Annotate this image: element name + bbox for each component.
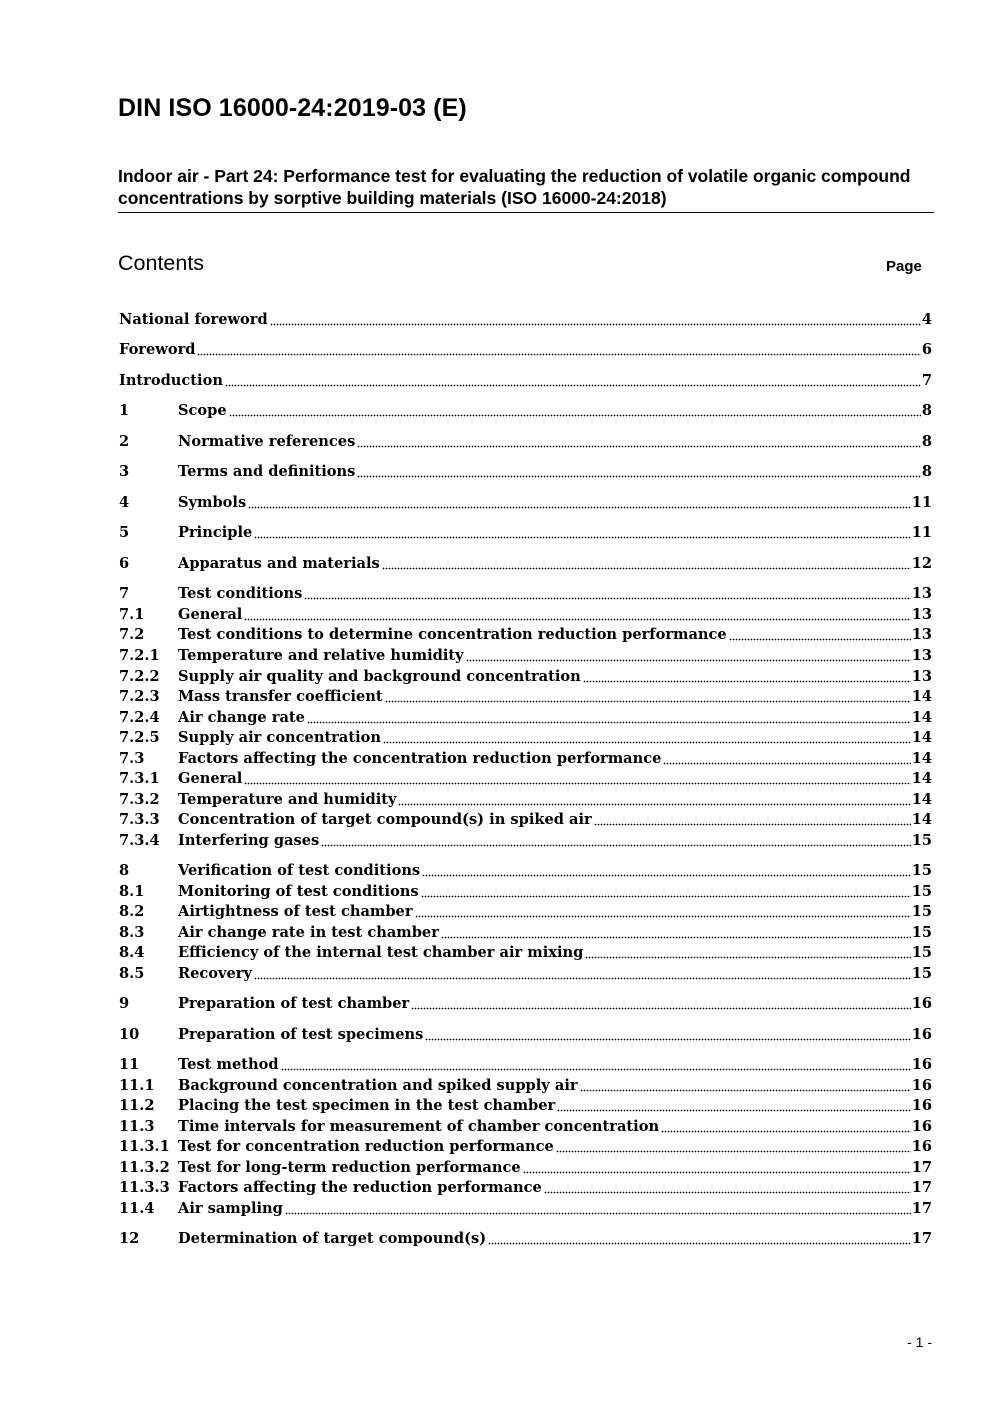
toc-entry-label: Air sampling: [178, 1200, 283, 1217]
toc-entry-number: 5: [119, 524, 130, 541]
toc-entry[interactable]: [119, 769, 932, 789]
toc-entry-page: 12: [911, 555, 932, 572]
toc-entry-page: 7: [921, 372, 932, 389]
toc-entry-label: Preparation of test specimens: [178, 1026, 424, 1043]
toc-dot-leader: [382, 556, 911, 570]
document-subtitle: Indoor air - Part 24: Performance test for evaluating the reduction of volatile organic compound concentrations by sorptive building materials (ISO 16000-24:2018): [118, 165, 934, 213]
toc-entry-label: Normative references: [178, 433, 356, 450]
toc-entry-page: 14: [911, 688, 932, 705]
toc-entry[interactable]: [119, 371, 932, 391]
toc-entry-label: Background concentration and spiked supply air: [178, 1077, 578, 1094]
toc-entry[interactable]: [119, 728, 932, 748]
toc-entry-page: 14: [911, 709, 932, 726]
toc-entry-label: Determination of target compound(s): [178, 1230, 487, 1247]
toc-entry[interactable]: [119, 1025, 932, 1045]
toc-entry-page: 8: [921, 433, 932, 450]
toc-entry-label: Placing the test specimen in the test chamber: [178, 1097, 556, 1114]
toc-dot-leader: [585, 945, 910, 959]
toc-entry-number: 7.3.3: [119, 811, 160, 828]
toc-entry-label: Factors affecting the reduction performance: [178, 1179, 542, 1196]
toc-entry-page: 16: [911, 1026, 932, 1043]
toc-entry-number: 8.2: [119, 903, 145, 920]
toc-entry[interactable]: [119, 1229, 932, 1249]
toc-dot-leader: [197, 342, 920, 356]
toc-dot-leader: [556, 1139, 911, 1153]
toc-entry-number: 3: [119, 463, 130, 480]
toc-dot-leader: [544, 1180, 911, 1194]
toc-entry[interactable]: [119, 1137, 932, 1157]
toc-dot-leader: [285, 1201, 911, 1215]
toc-entry-page: 14: [911, 729, 932, 746]
toc-entry-page: 17: [911, 1179, 932, 1196]
toc-dot-leader: [307, 710, 911, 724]
toc-entry-page: 15: [911, 965, 932, 982]
toc-entry[interactable]: [119, 994, 932, 1014]
toc-entry-label: Supply air concentration: [178, 729, 381, 746]
toc-dot-leader: [398, 792, 910, 806]
toc-entry-label: National foreword: [119, 311, 268, 328]
toc-entry[interactable]: [119, 1096, 932, 1116]
toc-entry[interactable]: [119, 605, 932, 625]
toc-entry-page: 14: [911, 811, 932, 828]
toc-entry-label: Preparation of test chamber: [178, 995, 410, 1012]
toc-entry-number: 7: [119, 585, 130, 602]
toc-dot-leader: [304, 586, 910, 600]
toc-entry-page: 13: [911, 626, 932, 643]
toc-entry-label: Airtightness of test chamber: [178, 903, 413, 920]
page-footer: - 1 -: [907, 1334, 932, 1350]
toc-entry[interactable]: [119, 493, 932, 513]
toc-entry-number: 11.3.1: [119, 1138, 170, 1155]
toc-dot-leader: [254, 525, 910, 539]
toc-entry-number: 11: [119, 1056, 140, 1073]
toc-entry-label: Verification of test conditions: [178, 862, 421, 879]
toc-entry-number: 11.3.2: [119, 1159, 170, 1176]
toc-entry[interactable]: [119, 462, 932, 482]
toc-entry-label: Principle: [178, 524, 253, 541]
toc-entry-label: Recovery: [178, 965, 252, 982]
toc-entry-page: 13: [911, 668, 932, 685]
toc-entry[interactable]: [119, 687, 932, 707]
toc-entry-label: Test method: [178, 1056, 279, 1073]
toc-entry-number: 7.2.2: [119, 668, 160, 685]
toc-entry-label: Air change rate in test chamber: [178, 924, 439, 941]
contents-heading: Contents: [118, 251, 205, 275]
toc-entry-page: 11: [911, 524, 932, 541]
toc-entry-label: Test conditions to determine concentration reduction performance: [178, 626, 727, 643]
toc-entry-number: 7.3.1: [119, 770, 160, 787]
toc-entry-page: 16: [911, 1097, 932, 1114]
toc-entry[interactable]: [119, 831, 932, 851]
toc-dot-leader: [385, 689, 911, 703]
toc-entry[interactable]: [119, 861, 932, 881]
toc-entry-page: 15: [911, 944, 932, 961]
toc-entry[interactable]: [119, 749, 932, 769]
toc-entry-page: 16: [911, 1077, 932, 1094]
toc-entry-label: Interfering gases: [178, 832, 320, 849]
toc-entry-label: General: [178, 770, 243, 787]
toc-dot-leader: [225, 373, 921, 387]
toc-entry-label: Supply air quality and background concentration: [178, 668, 581, 685]
toc-entry-label: Factors affecting the concentration reduction performance: [178, 750, 662, 767]
toc-entry-label: Test for long-term reduction performance: [178, 1159, 521, 1176]
toc-entry[interactable]: [119, 340, 932, 360]
toc-entry-number: 11.1: [119, 1077, 155, 1094]
toc-dot-leader: [488, 1231, 911, 1245]
toc-entry-page: 16: [911, 1138, 932, 1155]
toc-entry[interactable]: [119, 646, 932, 666]
toc-dot-leader: [663, 751, 910, 765]
toc-dot-leader: [383, 730, 911, 744]
toc-entry-label: Foreword: [119, 341, 196, 358]
toc-entry-number: 7.2.4: [119, 709, 160, 726]
toc-entry-number: 7.2: [119, 626, 145, 643]
toc-dot-leader: [248, 495, 911, 509]
toc-entry-page: 16: [911, 1118, 932, 1135]
toc-entry-number: 8: [119, 862, 130, 879]
toc-entry-page: 17: [911, 1159, 932, 1176]
toc-entry-page: 17: [911, 1200, 932, 1217]
toc-entry-number: 11.3: [119, 1118, 155, 1135]
toc-entry-page: 15: [911, 883, 932, 900]
toc-entry-page: 14: [911, 750, 932, 767]
toc-dot-leader: [422, 863, 911, 877]
toc-dot-leader: [425, 1027, 910, 1041]
toc-entry-number: 7.3: [119, 750, 145, 767]
toc-entry-page: 8: [921, 402, 932, 419]
toc-entry-page: 15: [911, 903, 932, 920]
toc-entry-number: 6: [119, 555, 130, 572]
toc-entry-page: 16: [911, 1056, 932, 1073]
toc-entry[interactable]: [119, 625, 932, 645]
toc-entry-label: Apparatus and materials: [178, 555, 380, 572]
toc-entry-page: 17: [911, 1230, 932, 1247]
toc-entry[interactable]: [119, 432, 932, 452]
toc-entry-number: 11.2: [119, 1097, 155, 1114]
toc-entry-label: Temperature and relative humidity: [178, 647, 464, 664]
toc-entry-page: 16: [911, 995, 932, 1012]
toc-dot-leader: [244, 607, 910, 621]
toc-entry[interactable]: [119, 943, 932, 963]
toc-entry[interactable]: [119, 1158, 932, 1178]
toc-entry-number: 8.5: [119, 965, 145, 982]
toc-entry-page: 6: [921, 341, 932, 358]
toc-entry[interactable]: [119, 964, 932, 984]
toc-entry[interactable]: [119, 1076, 932, 1096]
toc-entry-number: 7.3.2: [119, 791, 160, 808]
toc-entry[interactable]: [119, 1199, 932, 1219]
toc-entry-page: 14: [911, 770, 932, 787]
toc-entry-page: 11: [911, 494, 932, 511]
toc-entry[interactable]: [119, 1055, 932, 1075]
toc-dot-leader: [415, 904, 911, 918]
toc-dot-leader: [229, 403, 921, 417]
toc-entry-label: Test for concentration reduction performance: [178, 1138, 554, 1155]
toc-dot-leader: [357, 434, 921, 448]
toc-entry-number: 8.1: [119, 883, 145, 900]
toc-entry[interactable]: [119, 902, 932, 922]
toc-entry-number: 7.2.3: [119, 688, 160, 705]
toc-entry-label: Efficiency of the internal test chamber air mixing: [178, 944, 584, 961]
toc-entry-number: 11.4: [119, 1200, 155, 1217]
toc-entry-number: 1: [119, 402, 130, 419]
toc-entry-label: Concentration of target compound(s) in spiked air: [178, 811, 592, 828]
toc-dot-leader: [466, 648, 911, 662]
toc-dot-leader: [357, 464, 920, 478]
toc-dot-leader: [244, 771, 910, 785]
toc-entry-label: General: [178, 606, 243, 623]
toc-entry-number: 7.2.1: [119, 647, 160, 664]
toc-entry[interactable]: [119, 584, 932, 604]
toc-entry-page: 14: [911, 791, 932, 808]
toc-entry-page: 13: [911, 647, 932, 664]
toc-entry[interactable]: [119, 923, 932, 943]
toc-dot-leader: [661, 1119, 911, 1133]
toc-entry[interactable]: [119, 790, 932, 810]
toc-entry-number: 7.2.5: [119, 729, 160, 746]
toc-entry[interactable]: [119, 810, 932, 830]
toc-entry-number: 12: [119, 1230, 140, 1247]
toc-entry-label: Time intervals for measurement of chamber concentration: [178, 1118, 660, 1135]
toc-dot-leader: [523, 1160, 911, 1174]
toc-entry-label: Introduction: [119, 372, 223, 389]
toc-dot-leader: [421, 884, 911, 898]
toc-dot-leader: [321, 833, 910, 847]
toc-entry-number: 8.3: [119, 924, 145, 941]
toc-dot-leader: [580, 1078, 911, 1092]
toc-entry-label: Terms and definitions: [178, 463, 356, 480]
toc-entry-page: 15: [911, 832, 932, 849]
toc-entry-number: 4: [119, 494, 130, 511]
toc-entry-page: 15: [911, 924, 932, 941]
toc-entry-label: Scope: [178, 402, 227, 419]
toc-entry-label: Symbols: [178, 494, 247, 511]
toc-entry[interactable]: [119, 708, 932, 728]
toc-entry-page: 13: [911, 585, 932, 602]
toc-entry-number: 7.3.4: [119, 832, 160, 849]
toc-entry-page: 4: [921, 311, 932, 328]
page-column-heading: Page: [886, 258, 922, 275]
toc-dot-leader: [281, 1057, 911, 1071]
toc-entry-number: 9: [119, 995, 130, 1012]
toc-entry-page: 13: [911, 606, 932, 623]
toc-entry-number: 7.1: [119, 606, 145, 623]
toc-entry-label: Temperature and humidity: [178, 791, 397, 808]
toc-entry[interactable]: [119, 310, 932, 330]
document-title: DIN ISO 16000-24:2019-03 (E): [118, 94, 467, 122]
toc-entry[interactable]: [119, 401, 932, 421]
toc-dot-leader: [441, 925, 911, 939]
toc-entry-number: 10: [119, 1026, 140, 1043]
toc-entry[interactable]: [119, 1178, 932, 1198]
toc-entry[interactable]: [119, 667, 932, 687]
toc-entry-label: Air change rate: [178, 709, 305, 726]
toc-entry-number: 11.3.3: [119, 1179, 170, 1196]
toc-dot-leader: [254, 966, 911, 980]
toc-entry-label: Mass transfer coefficient: [178, 688, 383, 705]
toc-entry[interactable]: [119, 1117, 932, 1137]
toc-dot-leader: [270, 312, 921, 326]
toc-entry-page: 15: [911, 862, 932, 879]
toc-dot-leader: [557, 1098, 910, 1112]
toc-dot-leader: [411, 996, 910, 1010]
toc-entry-label: Test conditions: [178, 585, 303, 602]
toc-dot-leader: [594, 812, 911, 826]
toc-entry-page: 8: [921, 463, 932, 480]
toc-entry[interactable]: [119, 554, 932, 574]
toc-entry[interactable]: [119, 882, 932, 902]
toc-entry-number: 8.4: [119, 944, 145, 961]
toc-dot-leader: [583, 669, 911, 683]
toc-dot-leader: [729, 627, 911, 641]
toc-entry-label: Monitoring of test conditions: [178, 883, 419, 900]
toc-entry-number: 2: [119, 433, 130, 450]
toc-entry[interactable]: [119, 523, 932, 543]
